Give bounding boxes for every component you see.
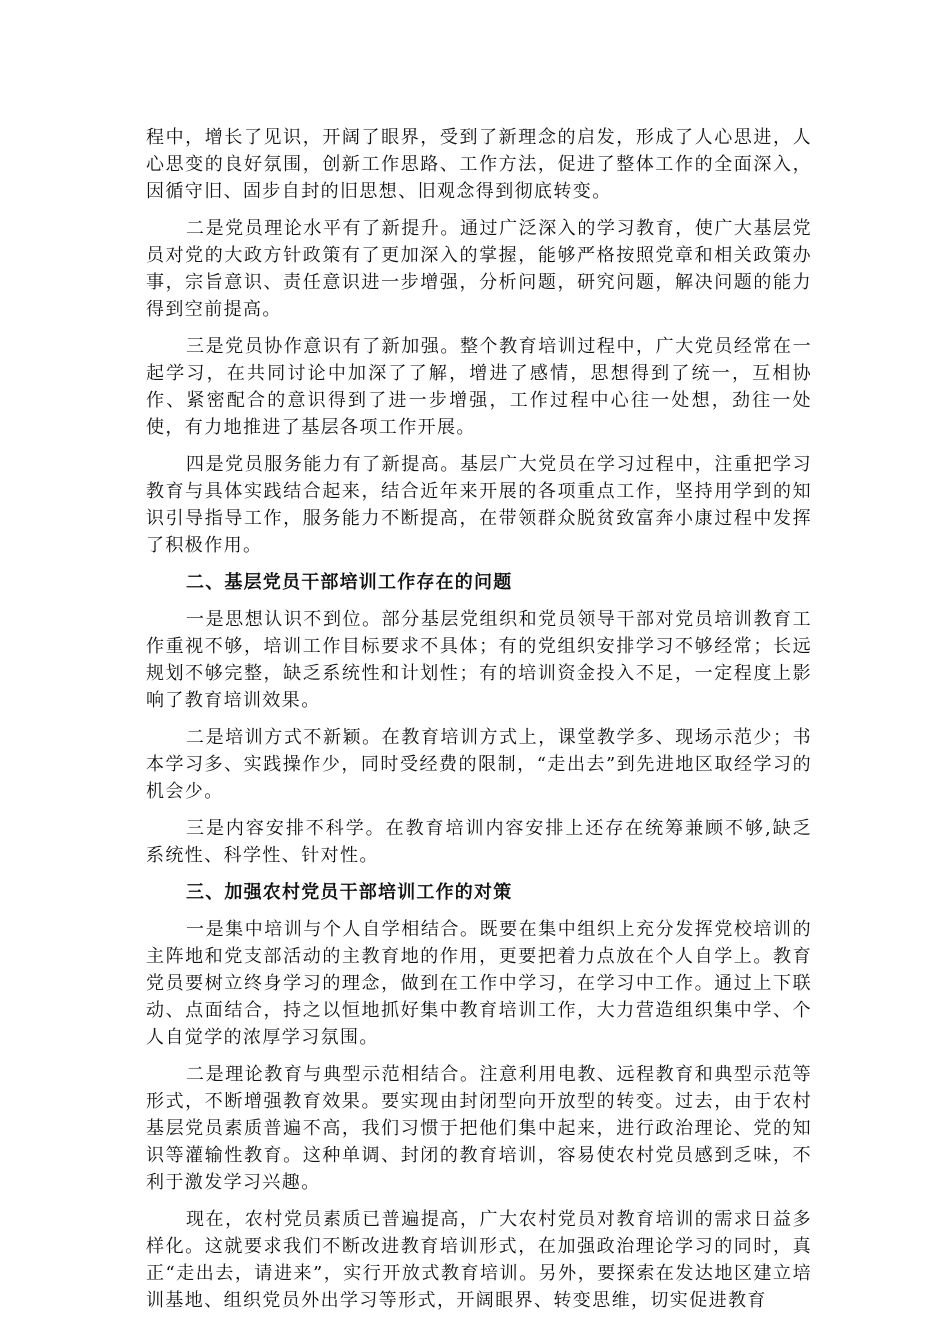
section-heading-problems: 二、基层党员干部培训工作存在的问题 (186, 572, 513, 593)
paragraph-theory-level: 二是党员理论水平有了新提升。通过广泛深入的学习教育，使广大基层党员对党的大政方针政策有了更加深入的掌握，能够严格按照党章和相关政策办事，宗旨意识、责任意识进一步增强，分析问题，研究问题，解决问题的能力得到空前提高。 (146, 218, 812, 320)
paragraph-service-ability: 四是党员服务能力有了新提高。基层广大党员在学习过程中，注重把学习教育与具体实践结合起来，结合近年来开展的各项重点工作，坚持用学到的知识引导指导工作，服务能力不断提高，在带领群众脱贫致富奔小康过程中发挥了积极作用。 (146, 454, 812, 556)
paragraph-training-method: 二是培训方式不新颖。在教育培训方式上，课堂教学多、现场示范少；书本学习多、实践操作少，同时受经费的限制，“走出去”到先进地区取经学习的机会少。 (146, 727, 812, 802)
paragraph-content-arrangement: 三是内容安排不科学。在教育培训内容安排上还存在统筹兼顾不够,缺乏系统性、科学性、针对性。 (146, 818, 812, 866)
section-heading-countermeasures: 三、加强农村党员干部培训工作的对策 (186, 882, 513, 903)
paragraph-theory-and-example: 二是理论教育与典型示范相结合。注意利用电教、远程教育和典型示范等形式，不断增强教育效果。要实现由封闭型向开放型的转变。过去，由于农村基层党员素质普遍不高，我们习惯于把他们集中起来，进行政治理论、党的知识等灌输性教育。这种单调、封闭的教育培训，容易使农村党员感到乏味，不利于激发学习兴趣。 (146, 1064, 812, 1193)
paragraph-cooperation: 三是党员协作意识有了新加强。整个教育培训过程中，广大党员经常在一起学习，在共同讨论中加深了了解，增进了感情，思想得到了统一，互相协作、紧密配合的意识得到了进一步增强，工作过程中心往一处想，劲往一处使，有力地推进了基层各项工作开展。 (146, 336, 812, 438)
paragraph-continuation: 程中，增长了见识，开阔了眼界，受到了新理念的启发，形成了人心思进，人心思变的良好氛围，创新工作思路、工作方法，促进了整体工作的全面深入，因循守旧、固步自封的旧思想、旧观念得到彻底转变。 (146, 127, 812, 202)
paragraph-current-situation: 现在，农村党员素质已普遍提高，广大农村党员对教育培训的需求日益多样化。这就要求我们不断改进教育培训形式，在加强政治理论学习的同时，真正“走出去，请进来”，实行开放式教育培训。另外，要探索在发达地区建立培训基地、组织党员外出学习等形式，开阔眼界、转变思维，切实促进教育 (146, 1209, 812, 1311)
paragraph-awareness: 一是思想认识不到位。部分基层党组织和党员领导干部对党员培训教育工作重视不够，培训工作目标要求不具体；有的党组织安排学习不够经常；长远规划不够完整，缺乏系统性和计划性；有的培训资金投入不足，一定程度上影响了教育培训效果。 (146, 609, 812, 711)
document-body (146, 124, 812, 1324)
paragraph-centralized-training: 一是集中培训与个人自学相结合。既要在集中组织上充分发挥党校培训的主阵地和党支部活动的主教育地的作用，更要把着力点放在个人自学上。教育党员要树立终身学习的理念，做到在工作中学习，在学习中工作。通过上下联动、点面结合，持之以恒地抓好集中教育培训工作，大力营造组织集中学、个人自觉学的浓厚学习氛围。 (146, 919, 812, 1048)
